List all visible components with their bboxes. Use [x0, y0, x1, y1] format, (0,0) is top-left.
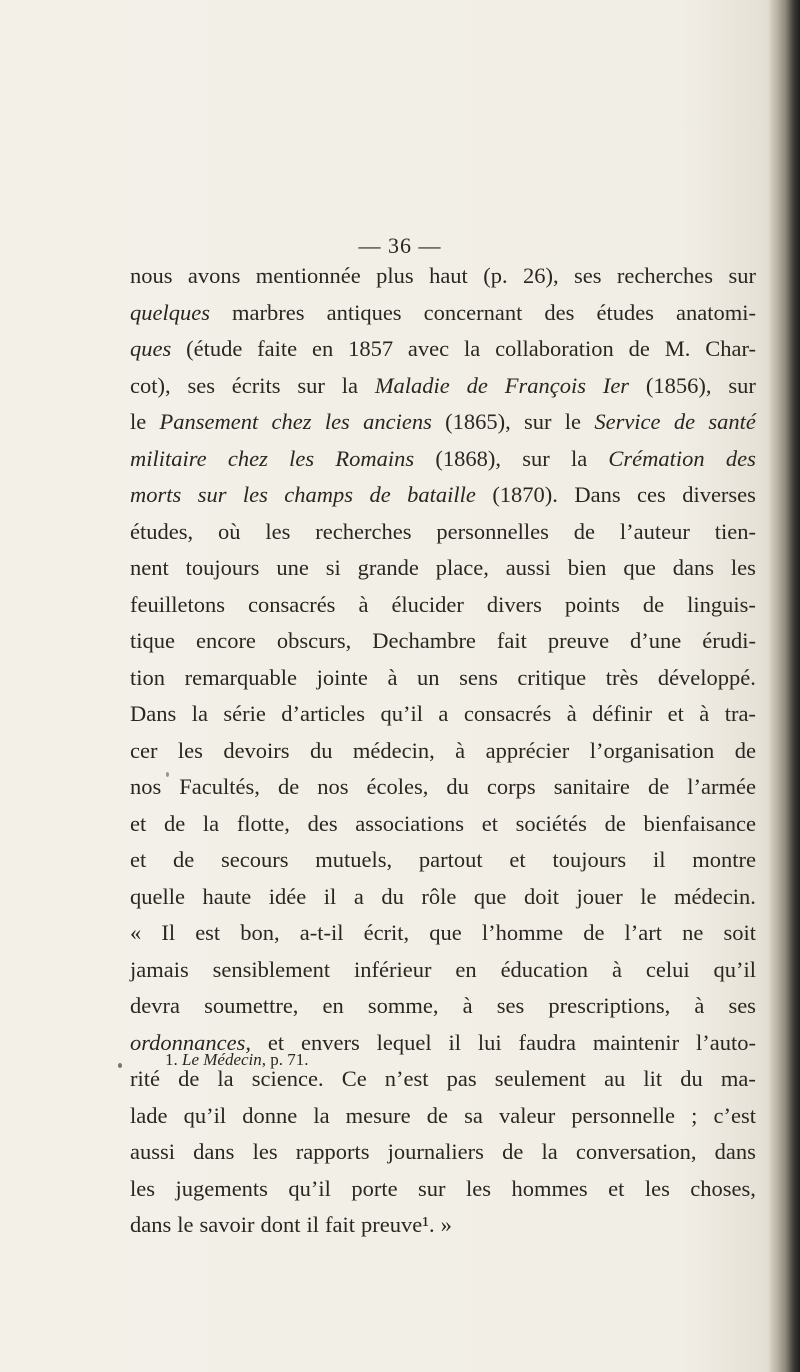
text-line: et de la flotte, des associations et sociétés de bienfaisance	[130, 810, 756, 836]
footnote-number: 1.	[165, 1050, 178, 1069]
text-line: ques (étude faite en 1857 avec la collaboration de M. Char-	[130, 336, 756, 361]
ink-speck	[118, 1063, 122, 1068]
text-line: nent toujours une si grande place, aussi bien que dans les	[130, 555, 756, 580]
text-line: quelle haute idée il a du rôle que doit jouer le médecin.	[130, 883, 756, 909]
text-line: études, où les recherches personnelles de l’auteur tien-	[130, 518, 756, 544]
text-line: tique encore obscurs, Dechambre fait preuve d’une érudi-	[130, 628, 756, 653]
text-line: morts sur les champs de bataille (1870). Dans ces diverses	[130, 482, 756, 507]
text-line: dans le savoir dont il fait preuve¹. »	[130, 1212, 452, 1237]
text-line: ordonnances, et envers lequel il lui faudra maintenir l’auto-	[130, 1029, 756, 1055]
text-line: aussi dans les rapports journaliers de la conversation, dans	[130, 1139, 756, 1164]
text-line: jamais sensiblement inférieur en éducation à celui qu’il	[130, 956, 756, 982]
text-line: les jugements qu’il porte sur les hommes et les choses,	[130, 1175, 756, 1201]
text-line: Dans la série d’articles qu’il a consacrés à définir et à tra-	[130, 701, 756, 726]
text-line: quelques marbres antiques concernant des études anatomi-	[130, 299, 756, 325]
text-line: tion remarquable jointe à un sens critique très développé.	[130, 664, 756, 690]
footnote-ref: , p. 71.	[261, 1050, 309, 1069]
text-line: le Pansement chez les anciens (1865), sur le Service de santé	[130, 409, 756, 434]
text-line: nous avons mentionnée plus haut (p. 26), ses recherches sur	[130, 263, 756, 288]
text-line: et de secours mutuels, partout et toujours il montre	[130, 847, 756, 872]
text-line: militaire chez les Romains (1868), sur la Crémation des	[130, 445, 756, 471]
text-line: lade qu’il donne la mesure de sa valeur personnelle ; c’est	[130, 1102, 756, 1128]
text-line: cer les devoirs du médecin, à apprécier l’organisation de	[130, 737, 756, 763]
text-line: cot), ses écrits sur la Maladie de François Ier (1856), sur	[130, 372, 756, 398]
text-line: nos Facultés, de nos écoles, du corps sanitaire de l’armée	[130, 774, 756, 799]
ink-speck	[166, 772, 169, 777]
text-line: feuilletons consacrés à élucider divers points de linguis-	[130, 591, 756, 617]
text-line: devra soumettre, en somme, à ses prescriptions, à ses	[130, 993, 756, 1018]
footnote-title: Le Médecin	[182, 1050, 262, 1069]
footnote	[165, 1050, 309, 1070]
text-line: rité de la science. Ce n’est pas seulement au lit du ma-	[130, 1066, 756, 1091]
page-edge-shadow	[768, 0, 800, 1372]
text-line: « Il est bon, a-t-il écrit, que l’homme de l’art ne soit	[130, 920, 756, 945]
page-number: — 36 —	[358, 233, 442, 258]
body-text	[130, 258, 756, 1244]
